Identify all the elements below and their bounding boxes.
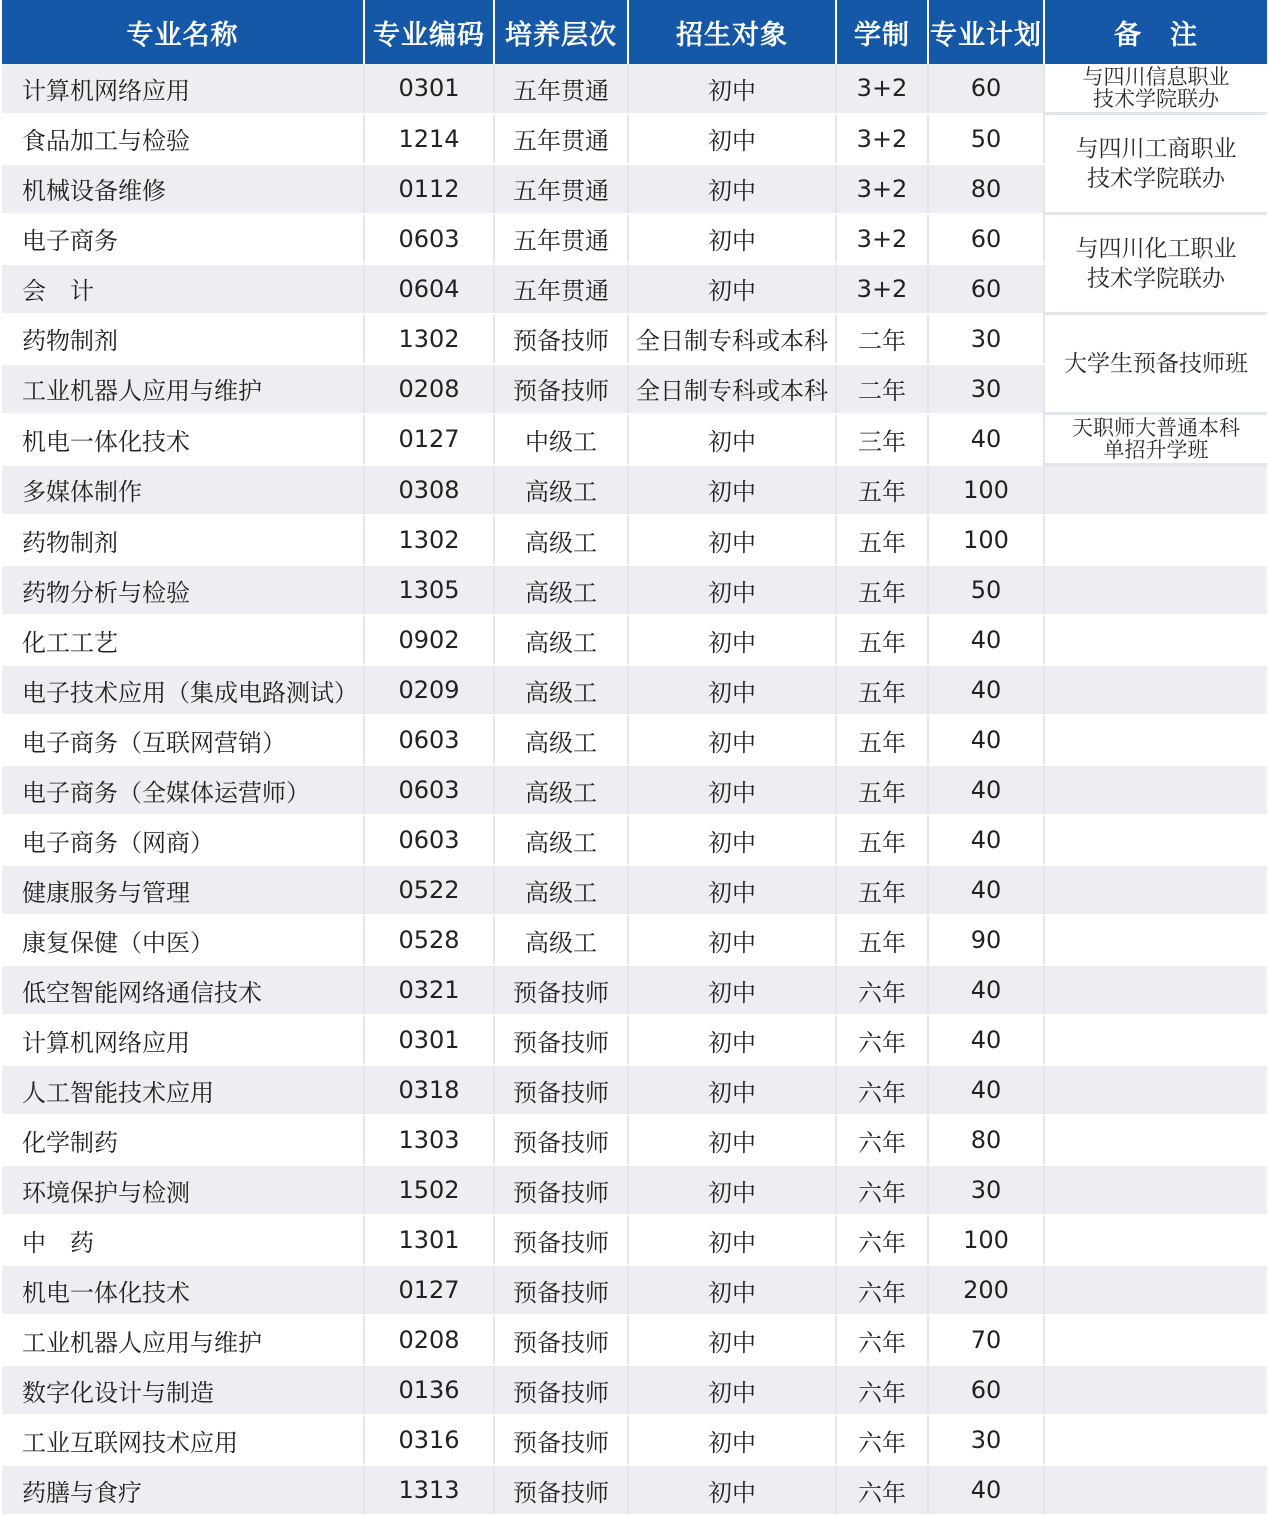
cell-duration: 3+2: [836, 164, 928, 214]
cell-enrollment-target: 初中: [628, 1065, 836, 1115]
cell-training-level: 预备技师: [494, 1465, 628, 1515]
cell-major-name: 会 计: [2, 264, 364, 314]
cell-major-code: 0603: [364, 765, 494, 815]
cell-major-name: 电子商务（互联网营销）: [2, 715, 364, 765]
cell-plan: 40: [928, 715, 1044, 765]
cell-training-level: 预备技师: [494, 314, 628, 364]
cell-remark-empty: [1044, 865, 1267, 915]
header-remarks: 备 注: [1044, 0, 1267, 64]
cell-major-name: 电子技术应用（集成电路测试）: [2, 665, 364, 715]
cell-major-code: 0316: [364, 1415, 494, 1465]
table-body: [2, 64, 1267, 1515]
cell-remark-empty: [1044, 515, 1267, 565]
cell-remark-empty: [1044, 1215, 1267, 1265]
cell-duration: 五年: [836, 915, 928, 965]
cell-major-name: 健康服务与管理: [2, 865, 364, 915]
cell-enrollment-target: 初中: [628, 164, 836, 214]
cell-major-name: 多媒体制作: [2, 465, 364, 516]
cell-enrollment-target: 初中: [628, 765, 836, 815]
cell-duration: 六年: [836, 1265, 928, 1315]
cell-training-level: 五年贯通: [494, 164, 628, 214]
cell-training-level: 预备技师: [494, 1165, 628, 1215]
cell-plan: 60: [928, 1365, 1044, 1415]
cell-duration: 五年: [836, 715, 928, 765]
cell-remark-empty: [1044, 1315, 1267, 1365]
cell-training-level: 五年贯通: [494, 64, 628, 114]
cell-major-name: 机电一体化技术: [2, 1265, 364, 1315]
cell-major-code: 1313: [364, 1465, 494, 1515]
cell-major-name: 人工智能技术应用: [2, 1065, 364, 1115]
cell-training-level: 高级工: [494, 815, 628, 865]
cell-duration: 五年: [836, 865, 928, 915]
cell-remark-empty: [1044, 615, 1267, 665]
cell-plan: 40: [928, 965, 1044, 1015]
cell-major-code: 0112: [364, 164, 494, 214]
table-row: [2, 715, 1267, 765]
remark-line: 技术学院联办: [1093, 87, 1219, 111]
cell-plan: 30: [928, 364, 1044, 414]
cell-major-name: 机械设备维修: [2, 164, 364, 214]
cell-plan: 40: [928, 1465, 1044, 1515]
cell-major-name: 工业机器人应用与维护: [2, 1315, 364, 1365]
cell-training-level: 预备技师: [494, 1015, 628, 1065]
cell-major-code: 0127: [364, 1265, 494, 1315]
cell-duration: 五年: [836, 465, 928, 516]
cell-major-code: 1305: [364, 565, 494, 615]
cell-training-level: 高级工: [494, 665, 628, 715]
cell-remark-empty: [1044, 1415, 1267, 1465]
cell-plan: 40: [928, 414, 1044, 465]
cell-plan: 50: [928, 114, 1044, 164]
cell-major-code: 0301: [364, 1015, 494, 1065]
cell-training-level: 预备技师: [494, 1215, 628, 1265]
cell-plan: 60: [928, 64, 1044, 114]
header-plan: 专业计划: [928, 0, 1044, 64]
cell-duration: 二年: [836, 314, 928, 364]
cell-enrollment-target: 初中: [628, 715, 836, 765]
cell-training-level: 预备技师: [494, 1365, 628, 1415]
cell-major-code: 0522: [364, 865, 494, 915]
cell-remark-empty: [1044, 1265, 1267, 1315]
cell-plan: 100: [928, 515, 1044, 565]
cell-major-name: 中 药: [2, 1215, 364, 1265]
cell-plan: 40: [928, 1015, 1044, 1065]
cell-training-level: 五年贯通: [494, 214, 628, 264]
cell-training-level: 五年贯通: [494, 264, 628, 314]
table-row: [2, 1015, 1267, 1065]
cell-plan: 80: [928, 164, 1044, 214]
cell-duration: 3+2: [836, 114, 928, 164]
cell-duration: 六年: [836, 1065, 928, 1115]
table-row: [2, 815, 1267, 865]
cell-training-level: 高级工: [494, 515, 628, 565]
remark-line: 单招升学班: [1103, 438, 1209, 462]
table-row: [2, 615, 1267, 665]
cell-enrollment-target: 初中: [628, 114, 836, 164]
table-row: [2, 314, 1267, 364]
cell-duration: 六年: [836, 1115, 928, 1165]
cell-training-level: 高级工: [494, 565, 628, 615]
header-major-name: 专业名称: [2, 0, 364, 64]
cell-major-code: 0127: [364, 414, 494, 465]
cell-enrollment-target: 初中: [628, 465, 836, 516]
cell-plan: 40: [928, 865, 1044, 915]
cell-major-name: 化工工艺: [2, 615, 364, 665]
cell-remark-empty: [1044, 565, 1267, 615]
remark-line: 与四川工商职业: [1075, 135, 1237, 162]
table-row: [2, 1215, 1267, 1265]
cell-duration: 五年: [836, 515, 928, 565]
cell-plan: 40: [928, 665, 1044, 715]
cell-duration: 五年: [836, 665, 928, 715]
cell-plan: 30: [928, 1165, 1044, 1215]
cell-major-code: 1301: [364, 1215, 494, 1265]
cell-duration: 五年: [836, 615, 928, 665]
cell-remark: [1044, 64, 1267, 114]
cell-plan: 40: [928, 765, 1044, 815]
table-row: [2, 515, 1267, 565]
cell-training-level: 预备技师: [494, 1115, 628, 1165]
admissions-table: [2, 0, 1267, 1516]
cell-major-name: 计算机网络应用: [2, 1015, 364, 1065]
cell-remark: [1044, 414, 1267, 465]
cell-enrollment-target: 初中: [628, 1365, 836, 1415]
table-row: [2, 114, 1267, 164]
cell-plan: 200: [928, 1265, 1044, 1315]
cell-training-level: 高级工: [494, 765, 628, 815]
cell-major-code: 1214: [364, 114, 494, 164]
remark-line: 与四川信息职业: [1082, 65, 1230, 89]
cell-duration: 六年: [836, 1365, 928, 1415]
cell-enrollment-target: 初中: [628, 1215, 836, 1265]
cell-plan: 40: [928, 815, 1044, 865]
table-row: [2, 1315, 1267, 1365]
table-row: [2, 1165, 1267, 1215]
cell-remark-empty: [1044, 1015, 1267, 1065]
cell-training-level: 预备技师: [494, 965, 628, 1015]
cell-major-code: 0902: [364, 615, 494, 665]
cell-duration: 五年: [836, 765, 928, 815]
cell-remark-empty: [1044, 465, 1267, 516]
cell-remark: [1044, 114, 1267, 214]
cell-duration: 六年: [836, 1015, 928, 1065]
cell-major-name: 药物制剂: [2, 314, 364, 364]
cell-training-level: 高级工: [494, 615, 628, 665]
cell-plan: 40: [928, 1065, 1044, 1115]
cell-enrollment-target: 初中: [628, 1265, 836, 1315]
cell-enrollment-target: 初中: [628, 1465, 836, 1515]
cell-enrollment-target: 初中: [628, 214, 836, 264]
cell-plan: 40: [928, 615, 1044, 665]
cell-training-level: 高级工: [494, 715, 628, 765]
cell-duration: 六年: [836, 1165, 928, 1215]
cell-remark-empty: [1044, 765, 1267, 815]
cell-enrollment-target: 初中: [628, 64, 836, 114]
cell-plan: 100: [928, 1215, 1044, 1265]
cell-major-name: 化学制药: [2, 1115, 364, 1165]
cell-training-level: 五年贯通: [494, 114, 628, 164]
cell-enrollment-target: 初中: [628, 1415, 836, 1465]
table-row: [2, 565, 1267, 615]
cell-remark-empty: [1044, 1065, 1267, 1115]
cell-enrollment-target: 初中: [628, 965, 836, 1015]
table-row: [2, 1415, 1267, 1465]
cell-enrollment-target: 初中: [628, 915, 836, 965]
cell-major-code: 0208: [364, 364, 494, 414]
cell-major-name: 数字化设计与制造: [2, 1365, 364, 1415]
table-row: [2, 665, 1267, 715]
cell-major-name: 药物制剂: [2, 515, 364, 565]
remark-line: 与四川化工职业: [1075, 235, 1237, 262]
cell-training-level: 预备技师: [494, 1315, 628, 1365]
cell-major-code: 0209: [364, 665, 494, 715]
cell-training-level: 高级工: [494, 465, 628, 516]
cell-enrollment-target: 初中: [628, 414, 836, 465]
cell-plan: 50: [928, 565, 1044, 615]
cell-major-code: 0528: [364, 915, 494, 965]
cell-plan: 90: [928, 915, 1044, 965]
cell-enrollment-target: 初中: [628, 1015, 836, 1065]
admissions-table-wrapper: [2, 0, 1267, 1516]
cell-duration: 二年: [836, 364, 928, 414]
cell-training-level: 高级工: [494, 865, 628, 915]
remark-line: 大学生预备技师班: [1064, 350, 1248, 377]
cell-major-code: 0308: [364, 465, 494, 516]
cell-duration: 五年: [836, 815, 928, 865]
cell-remark-empty: [1044, 1365, 1267, 1415]
cell-major-name: 电子商务（全媒体运营师）: [2, 765, 364, 815]
remark-line: 天职师大普通本科: [1072, 416, 1240, 440]
cell-remark: [1044, 314, 1267, 414]
cell-major-name: 计算机网络应用: [2, 64, 364, 114]
header-training-level: 培养层次: [494, 0, 628, 64]
cell-major-name: 电子商务（网商）: [2, 815, 364, 865]
cell-duration: 六年: [836, 1315, 928, 1365]
cell-training-level: 中级工: [494, 414, 628, 465]
table-row: [2, 214, 1267, 264]
table-row: [2, 1465, 1267, 1515]
cell-plan: 30: [928, 314, 1044, 364]
cell-remark: [1044, 214, 1267, 314]
cell-major-name: 康复保健（中医）: [2, 915, 364, 965]
cell-remark-empty: [1044, 1165, 1267, 1215]
cell-enrollment-target: 初中: [628, 615, 836, 665]
cell-enrollment-target: 初中: [628, 1315, 836, 1365]
cell-remark-empty: [1044, 1115, 1267, 1165]
table-row: [2, 1065, 1267, 1115]
cell-duration: 六年: [836, 1415, 928, 1465]
cell-enrollment-target: 初中: [628, 815, 836, 865]
cell-training-level: 高级工: [494, 915, 628, 965]
table-row: [2, 1265, 1267, 1315]
header-major-code: 专业编码: [364, 0, 494, 64]
cell-duration: 五年: [836, 565, 928, 615]
cell-major-code: 0301: [364, 64, 494, 114]
table-row: [2, 865, 1267, 915]
table-row: [2, 1115, 1267, 1165]
cell-training-level: 预备技师: [494, 364, 628, 414]
cell-remark-empty: [1044, 1465, 1267, 1515]
cell-duration: 3+2: [836, 214, 928, 264]
cell-remark-empty: [1044, 815, 1267, 865]
cell-training-level: 预备技师: [494, 1065, 628, 1115]
cell-duration: 3+2: [836, 64, 928, 114]
remark-line: 技术学院联办: [1087, 265, 1225, 292]
cell-duration: 六年: [836, 1215, 928, 1265]
cell-enrollment-target: 初中: [628, 665, 836, 715]
cell-remark-empty: [1044, 915, 1267, 965]
cell-plan: 60: [928, 214, 1044, 264]
cell-plan: 60: [928, 264, 1044, 314]
cell-major-code: 1502: [364, 1165, 494, 1215]
cell-enrollment-target: 初中: [628, 1165, 836, 1215]
table-row: [2, 465, 1267, 516]
remark-line: 技术学院联办: [1087, 165, 1225, 192]
cell-major-code: 0604: [364, 264, 494, 314]
cell-remark-empty: [1044, 665, 1267, 715]
cell-plan: 30: [928, 1415, 1044, 1465]
table-row: [2, 965, 1267, 1015]
cell-enrollment-target: 初中: [628, 565, 836, 615]
cell-remark-empty: [1044, 715, 1267, 765]
table-row: [2, 915, 1267, 965]
cell-major-code: 0136: [364, 1365, 494, 1415]
cell-enrollment-target: 初中: [628, 264, 836, 314]
cell-major-code: 0208: [364, 1315, 494, 1365]
cell-enrollment-target: 初中: [628, 515, 836, 565]
table-row: [2, 1365, 1267, 1415]
header-enrollment-target: 招生对象: [628, 0, 836, 64]
cell-major-code: 0321: [364, 965, 494, 1015]
cell-major-name: 药膳与食疗: [2, 1465, 364, 1515]
cell-duration: 3+2: [836, 264, 928, 314]
cell-major-name: 食品加工与检验: [2, 114, 364, 164]
cell-major-code: 0603: [364, 715, 494, 765]
cell-enrollment-target: 初中: [628, 865, 836, 915]
cell-major-name: 低空智能网络通信技术: [2, 965, 364, 1015]
cell-major-code: 1303: [364, 1115, 494, 1165]
cell-enrollment-target: 全日制专科或本科: [628, 314, 836, 364]
cell-duration: 三年: [836, 414, 928, 465]
cell-major-code: 0603: [364, 214, 494, 264]
cell-plan: 80: [928, 1115, 1044, 1165]
cell-training-level: 预备技师: [494, 1415, 628, 1465]
cell-major-code: 0603: [364, 815, 494, 865]
cell-major-code: 1302: [364, 314, 494, 364]
cell-major-name: 工业机器人应用与维护: [2, 364, 364, 414]
cell-duration: 六年: [836, 1465, 928, 1515]
table-row: [2, 414, 1267, 465]
cell-training-level: 预备技师: [494, 1265, 628, 1315]
cell-major-code: 1302: [364, 515, 494, 565]
cell-duration: 六年: [836, 965, 928, 1015]
cell-plan: 70: [928, 1315, 1044, 1365]
cell-plan: 100: [928, 465, 1044, 516]
cell-enrollment-target: 初中: [628, 1115, 836, 1165]
cell-major-code: 0318: [364, 1065, 494, 1115]
table-header-row: [2, 0, 1267, 64]
cell-major-name: 机电一体化技术: [2, 414, 364, 465]
cell-major-name: 电子商务: [2, 214, 364, 264]
table-row: [2, 64, 1267, 114]
cell-major-name: 工业互联网技术应用: [2, 1415, 364, 1465]
cell-major-name: 药物分析与检验: [2, 565, 364, 615]
header-duration: 学制: [836, 0, 928, 64]
cell-major-name: 环境保护与检测: [2, 1165, 364, 1215]
cell-remark-empty: [1044, 965, 1267, 1015]
table-row: [2, 765, 1267, 815]
cell-enrollment-target: 全日制专科或本科: [628, 364, 836, 414]
